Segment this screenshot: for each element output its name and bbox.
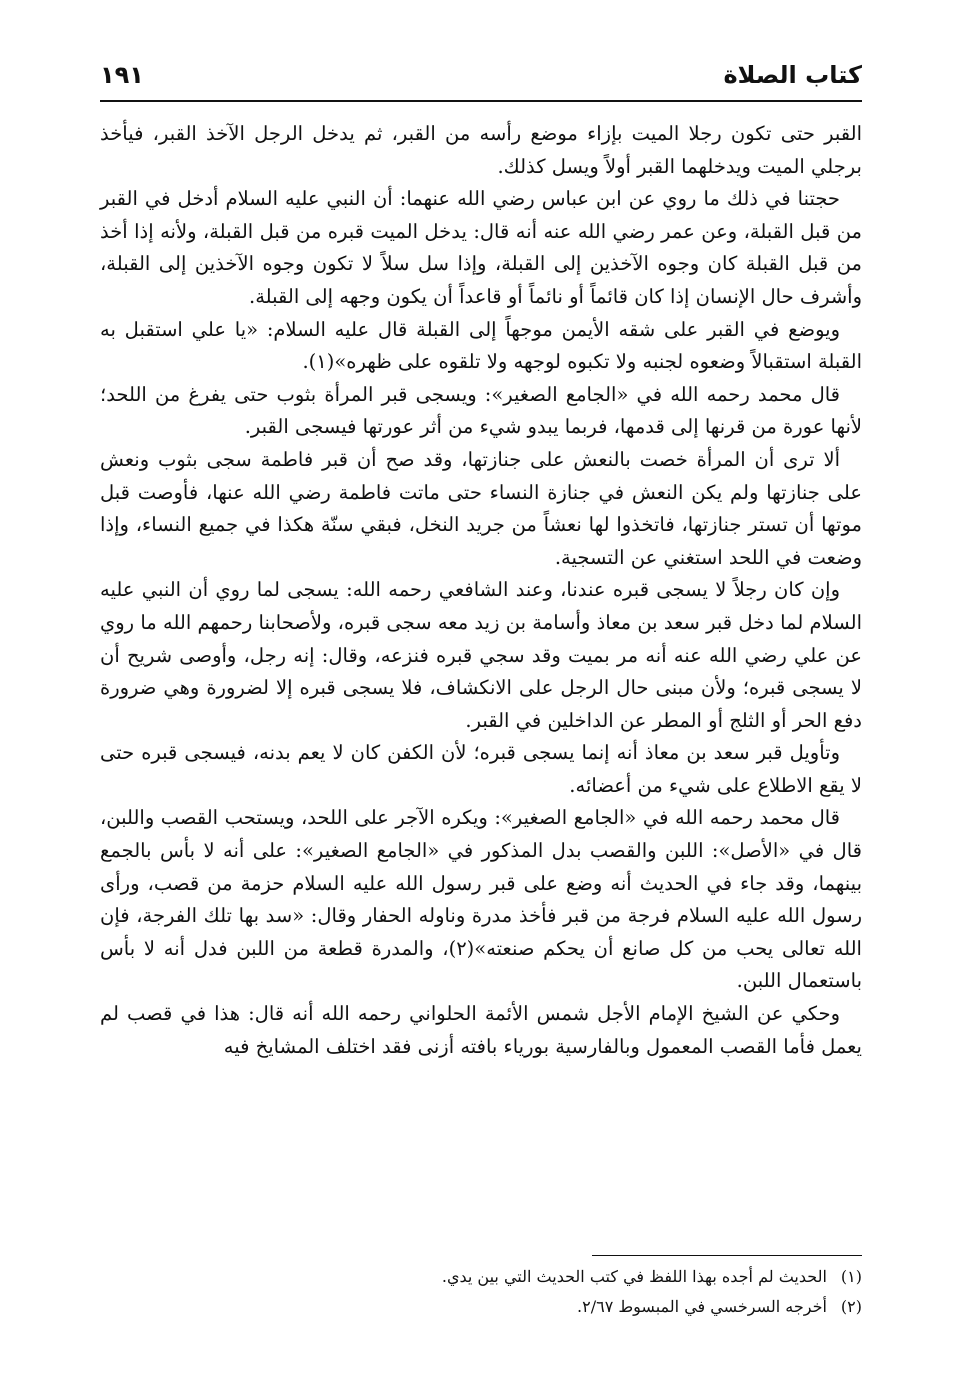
paragraph: القبر حتى تكون رجلا الميت بإزاء موضع رأسه من القبر، ثم يدخل الرجل الآخذ القبر، فيأخذ برجلي الميت ويدخلهما القبر أولاً ويسل كذلك. <box>100 122 862 178</box>
footnotes <box>100 1255 862 1322</box>
paragraph: ويوضع في القبر على شقه الأيمن موجهاً إلى القبلة قال عليه السلام: «يا علي استقبل به القبلة استقبالاً وضعوه لجنبه ولا تكبوه لوجهه ولا تلقوه على ظهره»(١). <box>100 317 862 374</box>
paragraph: قال محمد رحمه الله في «الجامع الصغير»: ويسجى قبر المرأة بثوب حتى يفرغ من اللحد؛ لأنها عورة من قرنها إلى قدمها، فربما يبدو شيء من أثر عورتها فيسجى القبر. <box>100 382 862 439</box>
footnote-item <box>100 1292 862 1322</box>
paragraph: وإن كان رجلاً لا يسجى قبره عندنا، وعند الشافعي رحمه الله: يسجى لما روي أن النبي عليه السلام لما دخل قبر سعد بن معاذ وأسامة بن زيد معه سجى قبره، ولأصحابنا رحمهم الله ما روي عن علي رضي الله عنه أنه مر بميت وقد سجي قبره فنزعه، وقال: إنه رجل، وأوصى شريح أن لا يسجى قبره؛ ولأن مبنى حال الرجل على الانكشاف، فلا يسجى قبره إلا لضرورة وهي ضرورة دفع الحر أو الثلج أو المطر عن الداخلين في القبر. <box>100 578 862 732</box>
page-header <box>100 58 862 102</box>
paragraph: ألا ترى أن المرأة خصت بالنعش على جنازتها، وقد صح أن قبر فاطمة سجى بثوب ونعش على جنازتها ولم يكن النعش في جنازة النساء حتى ماتت فاطمة رضي الله عنها، فأوصت قبل موتها أن تستر جنازتها، فاتخذوا لها نعشاً من جريد النخل، فبقي سنّة هكذا في جميع النساء، وإذا وضعت في اللحد استغني عن التسجية. <box>100 447 862 569</box>
footnote-divider <box>592 1255 862 1256</box>
paragraph: حجتنا في ذلك ما روي عن ابن عباس رضي الله عنهما: أن النبي عليه السلام أدخل في القبر من قبل القبلة، وعن عمر رضي الله عنه أنه قال: يدخل الميت قبره من قبل القبلة، ولأنه إذا أخذ من قبل القبلة كان وجوه الآخذين إلى القبلة، وإذا سل سلاً لا تكون وجوه الآخذين إلى القبلة، وأشرف حال الإنسان إذا كان قائماً أو نائماً أو قاعداً أن يكون وجهه إلى القبلة. <box>100 187 862 308</box>
header-divider <box>100 100 862 102</box>
paragraph: وحكي عن الشيخ الإمام الأجل شمس الأئمة الحلواني رحمه الله أنه قال: هذا في قصب لم يعمل فأما القصب المعمول وبالفارسية بورياء بافته أزنى فقد اختلف المشايخ فيه <box>100 1002 862 1058</box>
footnote-text: الحديث لم أجده بهذا اللفظ في كتب الحديث التي بين يدي. <box>441 1267 827 1286</box>
book-chapter-title: كتاب الصلاة <box>723 61 862 89</box>
footnote-item <box>100 1262 862 1292</box>
footnote-number: (١) <box>840 1267 862 1286</box>
main-text <box>100 118 862 1063</box>
paragraph: قال محمد رحمه الله في «الجامع الصغير»: ويكره الآجر على اللحد، ويستحب القصب واللبن، قال في «الأصل»: اللبن والقصب بدل المذكور في «الجامع الصغير»: على أنه لا بأس بالجمع بينهما، وقد جاء في الحديث أنه وضع على قبر رسول الله عليه السلام حزمة من قصب، ورأى رسول الله عليه السلام فرجة من قبر فأخذ مدرة وناوله الحفار وقال: «سد بها تلك الفرجة، فإن الله تعالى يحب من كل صانع أن يحكم صنعته»(٢)، والمدرة قطعة من اللبن فدل أنه لا بأس باستعمال اللبن. <box>100 806 862 993</box>
footnote-number: (٢) <box>840 1297 862 1316</box>
footnote-text: أخرجه السرخسي في المبسوط ٢/٦٧. <box>577 1297 827 1316</box>
paragraph: وتأويل قبر سعد بن معاذ أنه إنما يسجى قبره؛ لأن الكفن كان لا يعم بدنه، فيسجى قبره حتى لا يقع الاطلاع على شيء من أعضائه. <box>100 741 862 797</box>
page-number: ١٩١ <box>100 61 144 89</box>
